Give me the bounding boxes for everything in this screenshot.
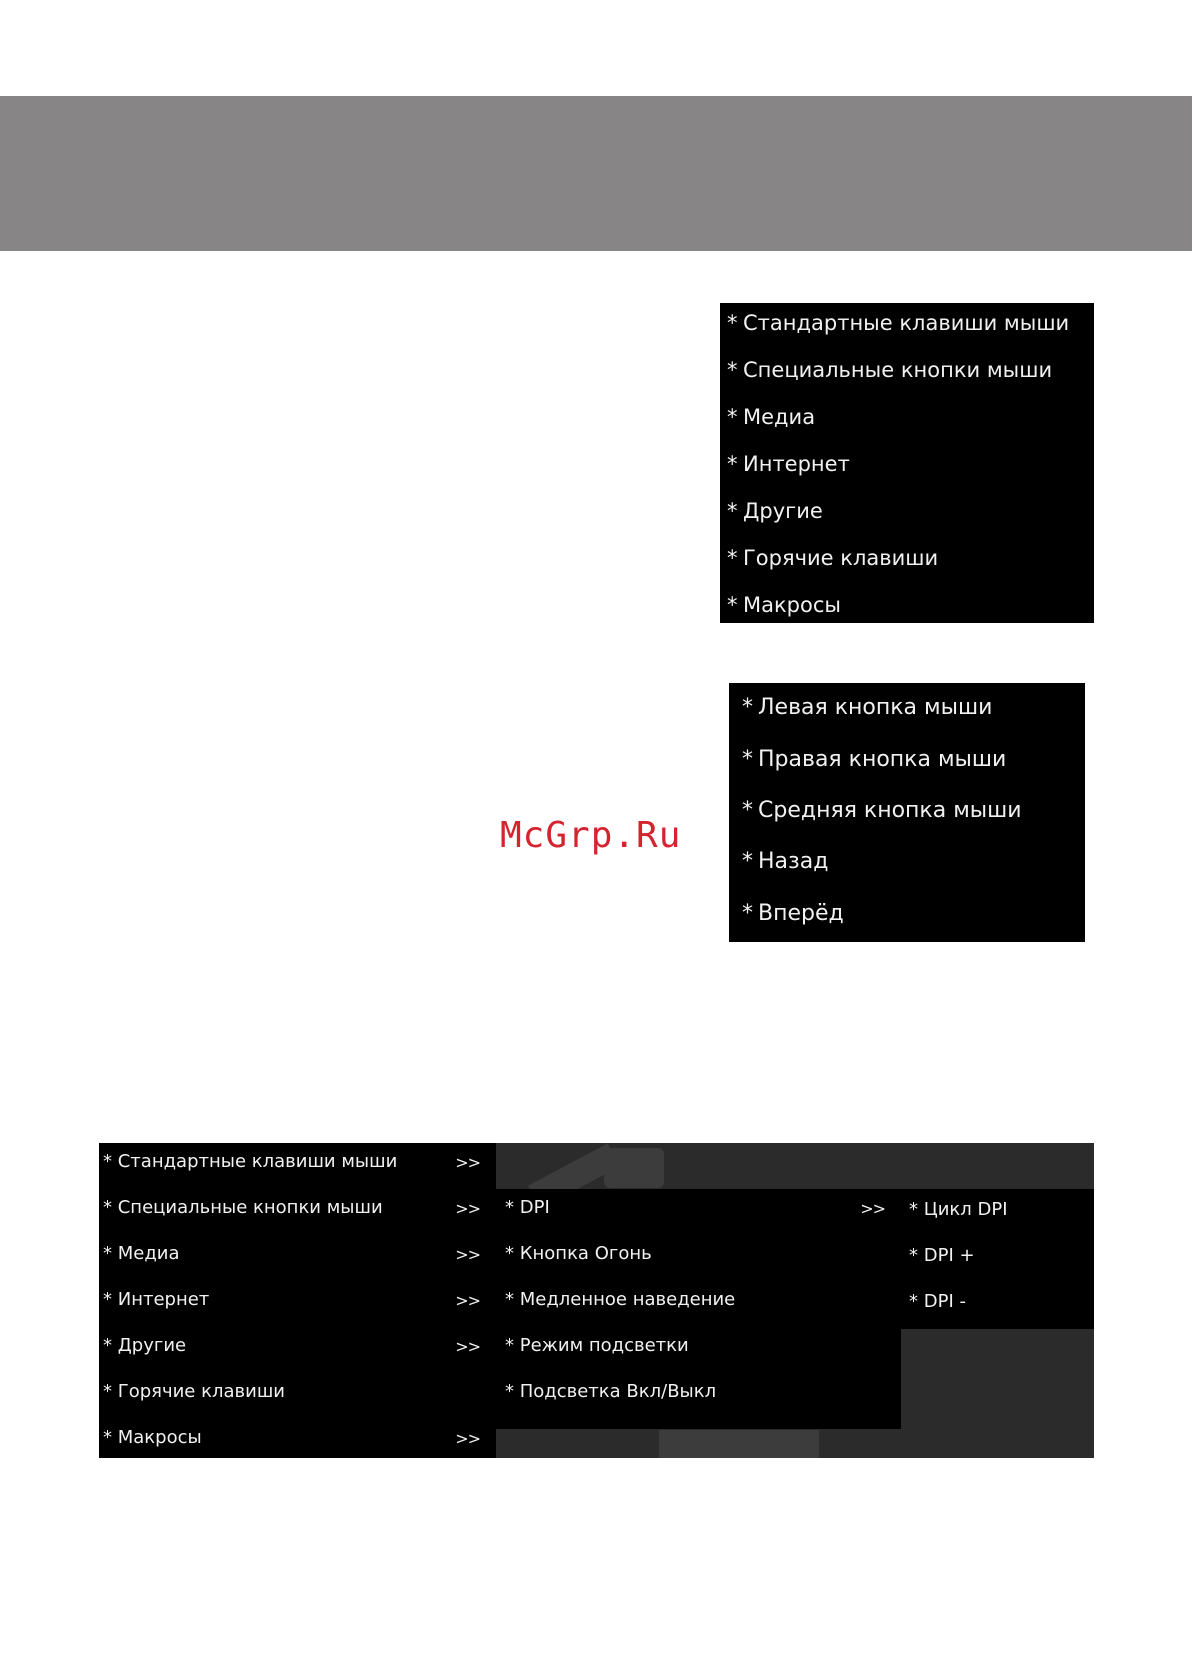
bullet: * bbox=[103, 1151, 112, 1172]
menu-item-light-toggle[interactable] bbox=[505, 1381, 893, 1409]
bullet: * bbox=[505, 1289, 514, 1310]
menu-item-right-button[interactable]: * Правая кнопка мыши bbox=[742, 747, 1007, 772]
submenu-arrow-icon: >> bbox=[455, 1291, 480, 1310]
menu-item-label: Интернет bbox=[117, 1289, 210, 1310]
bullet: * bbox=[103, 1243, 112, 1264]
bullet: * bbox=[505, 1197, 514, 1218]
bullet: * bbox=[909, 1245, 918, 1266]
submenu-arrow-icon: >> bbox=[455, 1153, 480, 1172]
menu-item-label: DPI - bbox=[923, 1291, 966, 1312]
menu-item-label: DPI bbox=[519, 1197, 550, 1218]
menu-item-label: Специальные кнопки мыши bbox=[117, 1197, 383, 1218]
submenu-arrow-icon: >> bbox=[455, 1199, 480, 1218]
bullet: * bbox=[103, 1197, 112, 1218]
menu-item-special-mouse-buttons[interactable] bbox=[103, 1197, 488, 1225]
context-menu-mouse-keys-screenshot bbox=[729, 683, 1085, 942]
menu-item-back[interactable]: * Назад bbox=[742, 849, 829, 874]
menu-item-label: Стандартные клавиши мыши bbox=[117, 1151, 398, 1172]
menu-item-internet[interactable] bbox=[103, 1289, 488, 1317]
menu-item-middle-button[interactable]: * Средняя кнопка мыши bbox=[742, 798, 1022, 823]
menu-item-internet[interactable]: * Интернет bbox=[727, 452, 850, 476]
menu-item-label: Левая кнопка мыши bbox=[758, 695, 993, 720]
menu-item-label: Режим подсветки bbox=[519, 1335, 689, 1356]
submenu-arrow-icon: >> bbox=[455, 1337, 480, 1356]
bullet: * bbox=[505, 1381, 514, 1402]
menu-item-label: Стандартные клавиши мыши bbox=[743, 311, 1070, 335]
bullet: * bbox=[909, 1199, 918, 1220]
menu-item-label: Кнопка Огонь bbox=[519, 1243, 652, 1264]
menu-item-macros[interactable] bbox=[103, 1427, 488, 1455]
menu-item-other[interactable]: * Другие bbox=[727, 499, 823, 523]
menu-item-slow-aim[interactable] bbox=[505, 1289, 893, 1317]
menu-item-macros[interactable]: * Макросы bbox=[727, 593, 841, 617]
bullet: * bbox=[103, 1289, 112, 1310]
menu-item-label: Другие bbox=[743, 499, 823, 523]
menu-item-label: Медленное наведение bbox=[519, 1289, 736, 1310]
menu-item-dpi-plus[interactable] bbox=[909, 1245, 1086, 1273]
background-device-shape bbox=[659, 1430, 819, 1458]
menu-item-label: Макросы bbox=[743, 593, 841, 617]
watermark: McGrp.Ru bbox=[500, 815, 682, 856]
menu-item-hotkeys[interactable]: * Горячие клавиши bbox=[727, 546, 939, 570]
menu-item-label: Средняя кнопка мыши bbox=[758, 798, 1022, 823]
bullet: * bbox=[505, 1243, 514, 1264]
menu-item-special-mouse-buttons[interactable]: * Специальные кнопки мыши bbox=[727, 358, 1053, 382]
menu-item-label: DPI + bbox=[923, 1245, 975, 1266]
menu-item-light-mode[interactable] bbox=[505, 1335, 893, 1363]
menu-item-label: Специальные кнопки мыши bbox=[743, 358, 1053, 382]
menu-item-fire-button[interactable] bbox=[505, 1243, 893, 1271]
menu-item-dpi-cycle[interactable] bbox=[909, 1199, 1086, 1227]
menu-item-dpi-minus[interactable] bbox=[909, 1291, 1086, 1319]
menu-item-label: Горячие клавиши bbox=[117, 1381, 285, 1402]
menu-item-media[interactable]: * Медиа bbox=[727, 405, 816, 429]
submenu-arrow-icon: >> bbox=[860, 1199, 885, 1218]
menu-item-label: Назад bbox=[758, 849, 829, 874]
menu-item-standard-mouse-keys[interactable]: * Стандартные клавиши мыши bbox=[727, 311, 1070, 335]
menu-item-label: Медиа bbox=[117, 1243, 180, 1264]
background-device-shape bbox=[604, 1148, 664, 1188]
menu-item-label: Горячие клавиши bbox=[743, 546, 939, 570]
menu-item-left-button[interactable]: * Левая кнопка мыши bbox=[742, 695, 993, 720]
menu-item-label: Цикл DPI bbox=[923, 1199, 1008, 1220]
menu-item-media[interactable] bbox=[103, 1243, 488, 1271]
menu-item-label: Другие bbox=[117, 1335, 187, 1356]
menu-item-label: Интернет bbox=[743, 452, 850, 476]
menu-item-label: Медиа bbox=[743, 405, 816, 429]
menu-item-dpi[interactable] bbox=[505, 1197, 893, 1225]
menu-item-label: Макросы bbox=[117, 1427, 202, 1448]
header-band bbox=[0, 96, 1192, 251]
menu-item-label: Правая кнопка мыши bbox=[758, 747, 1007, 772]
menu-item-label: Вперёд bbox=[758, 901, 844, 926]
menu-item-other[interactable] bbox=[103, 1335, 488, 1363]
submenu-arrow-icon: >> bbox=[455, 1429, 480, 1448]
special-buttons-submenu bbox=[496, 1189, 901, 1429]
bullet: * bbox=[505, 1335, 514, 1356]
menu-item-forward[interactable]: * Вперёд bbox=[742, 901, 844, 926]
bullet: * bbox=[103, 1335, 112, 1356]
bullet: * bbox=[103, 1381, 112, 1402]
menu-item-standard-mouse-keys[interactable] bbox=[103, 1151, 488, 1179]
context-menu-main-screenshot bbox=[720, 303, 1094, 623]
dpi-submenu bbox=[901, 1189, 1094, 1329]
bullet: * bbox=[103, 1427, 112, 1448]
main-menu-panel bbox=[99, 1143, 496, 1458]
menu-item-hotkeys[interactable] bbox=[103, 1381, 488, 1409]
menu-item-label: Подсветка Вкл/Выкл bbox=[519, 1381, 717, 1402]
cascading-menu-screenshot bbox=[99, 1143, 1094, 1458]
submenu-arrow-icon: >> bbox=[455, 1245, 480, 1264]
bullet: * bbox=[909, 1291, 918, 1312]
